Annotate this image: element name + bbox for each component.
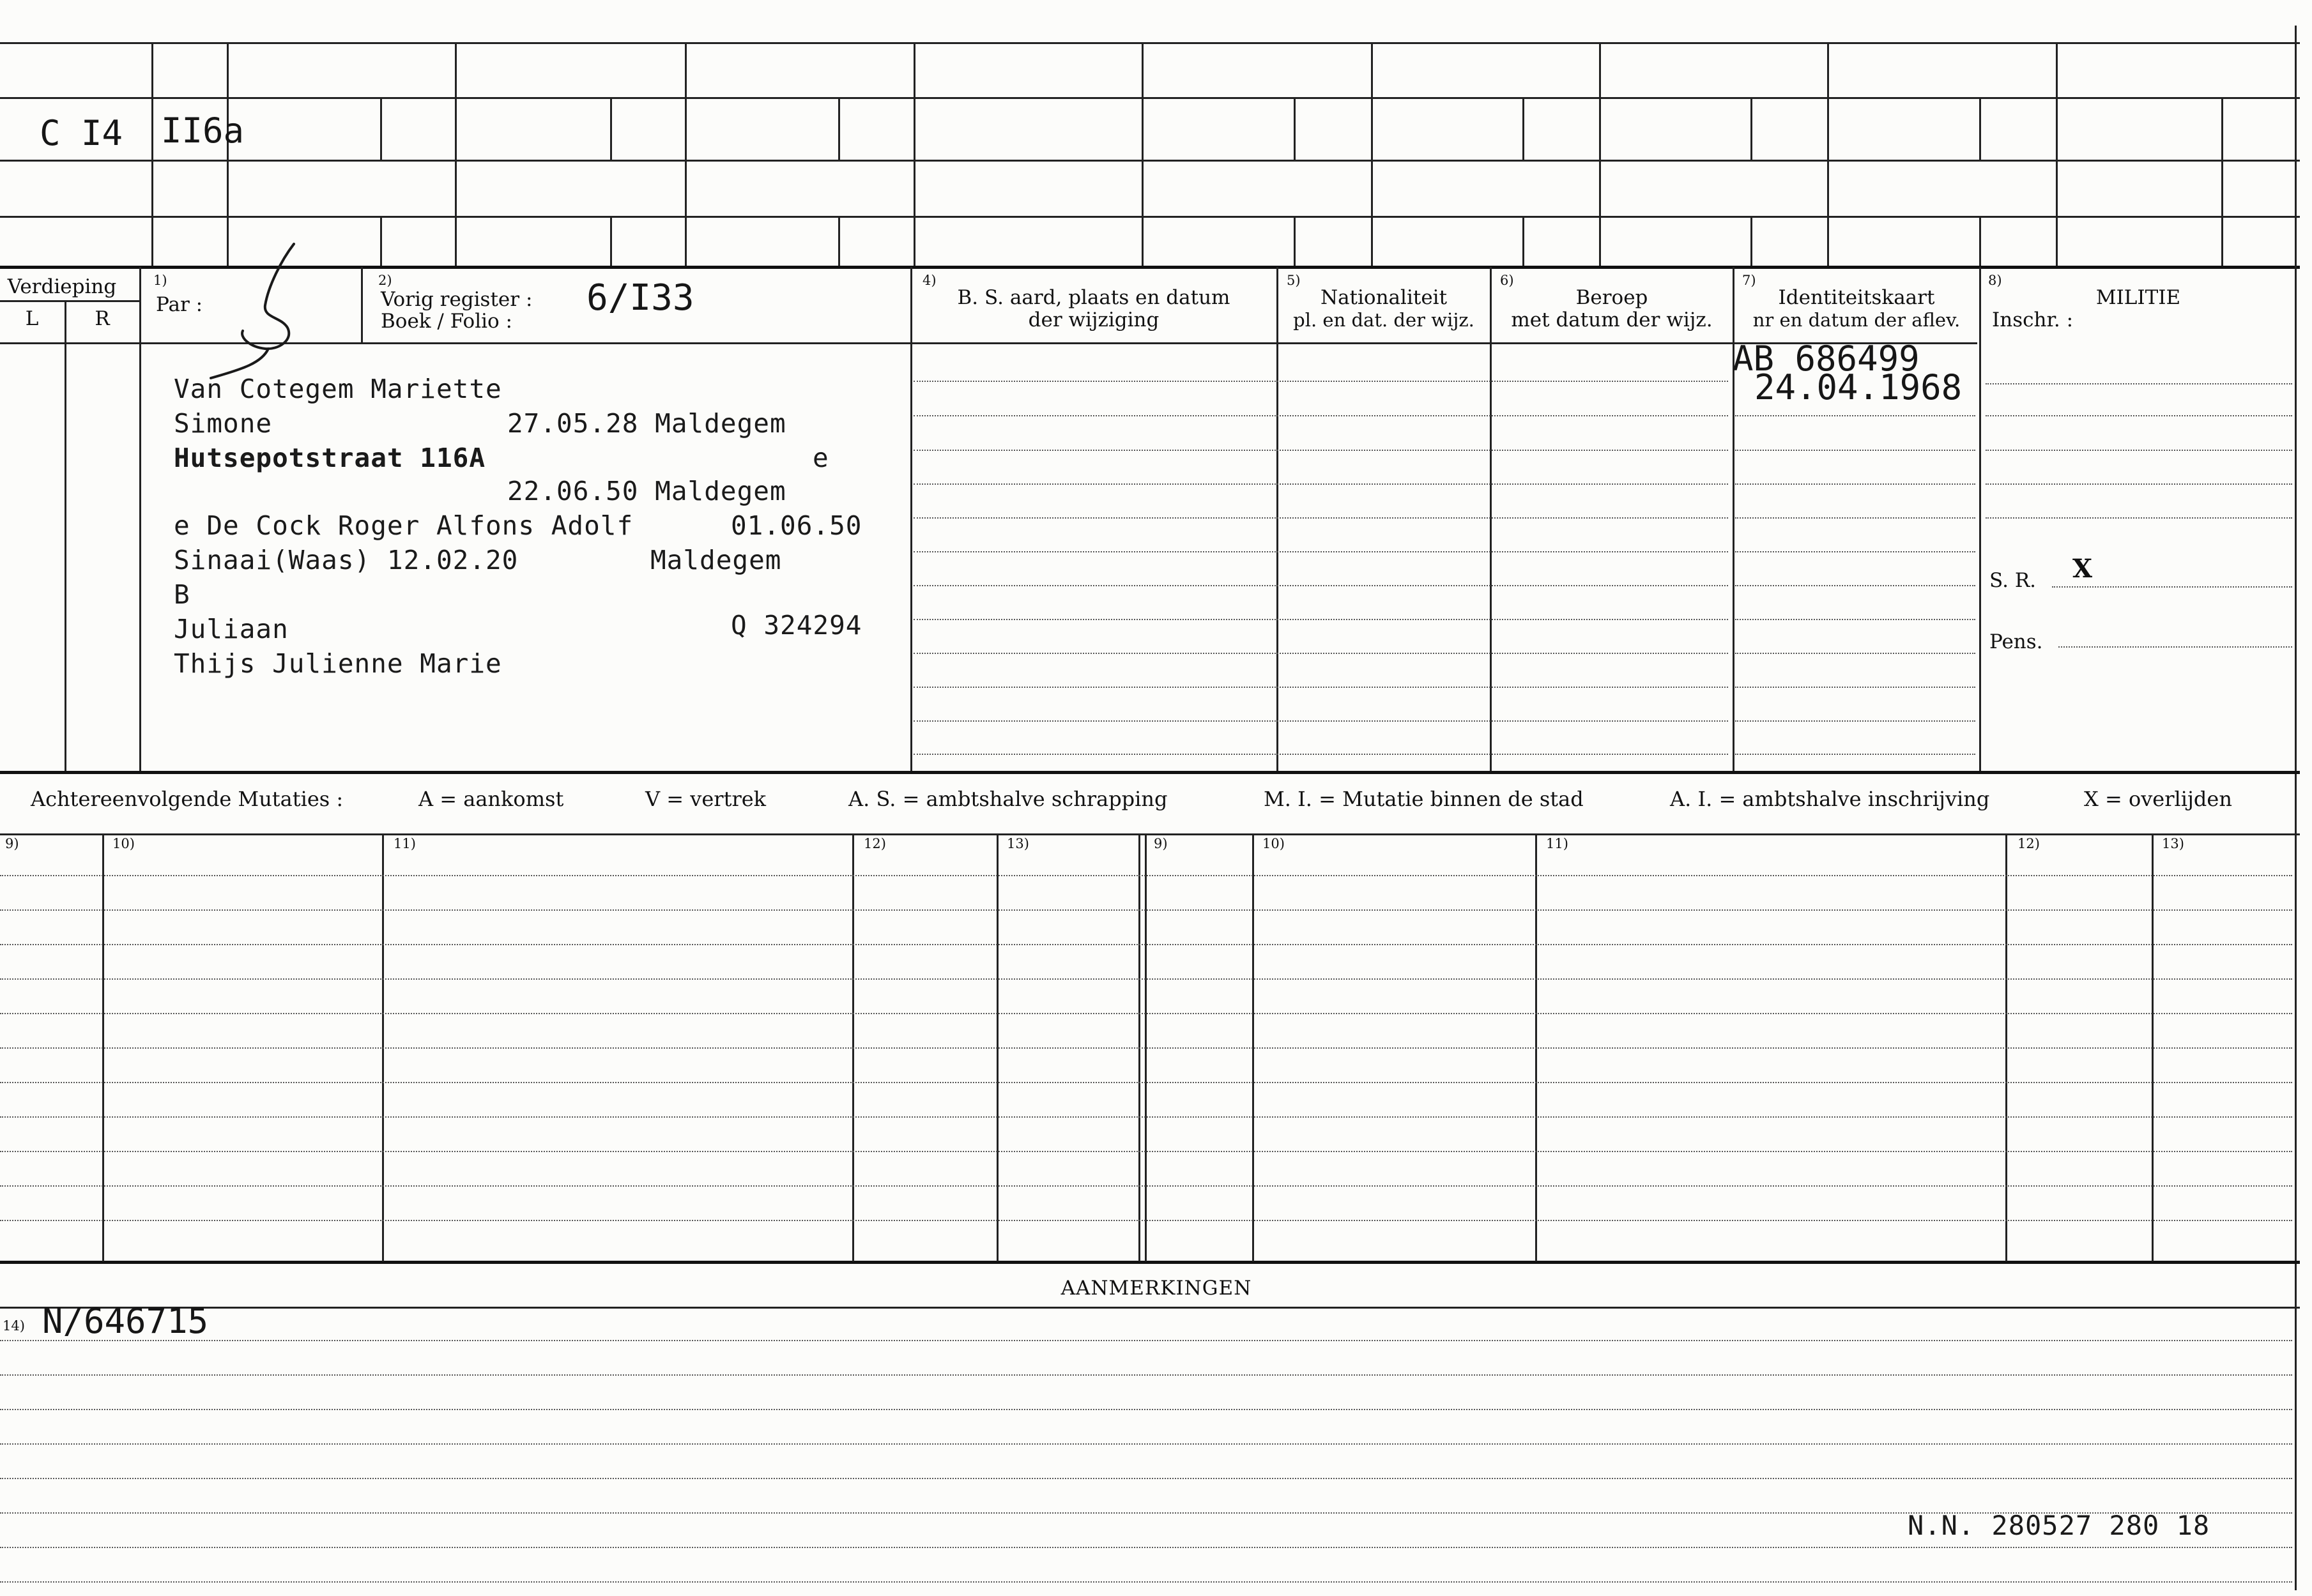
person-name: Van Cotegem Mariette xyxy=(174,374,502,404)
grid-line xyxy=(610,216,612,266)
spouse-marker-b: B xyxy=(174,579,190,610)
verdieping-r-header: R xyxy=(95,307,110,330)
spouse-code: Q 324294 xyxy=(731,610,862,641)
person-address: Hutsepotstraat 116A xyxy=(174,443,486,473)
dotted-line xyxy=(0,1220,2292,1221)
sr-label: S. R. xyxy=(1989,569,2037,592)
dotted-line xyxy=(1735,754,1975,755)
dotted-line xyxy=(1735,619,1975,620)
mutation-col-10b: 10) xyxy=(1262,836,1285,851)
mutation-col-13: 13) xyxy=(1007,836,1029,851)
spouse-name: e De Cock Roger Alfons Adolf xyxy=(174,510,634,541)
national-number: N.N. 280527 280 18 xyxy=(1908,1510,2210,1541)
spouse-birth: Sinaai(Waas) 12.02.20 xyxy=(174,545,519,575)
dotted-line xyxy=(1986,483,2292,485)
col-number-7: 7) xyxy=(1742,273,1756,288)
dotted-line xyxy=(0,1340,2292,1341)
nationaliteit-header-line1: Nationaliteit xyxy=(1320,286,1448,309)
legend-item: A. S. = ambtshalve schrapping xyxy=(848,787,1168,811)
legend-item: A. I. = ambtshalve inschrijving xyxy=(1670,787,1990,811)
beroep-header-line1: Beroep xyxy=(1575,286,1648,309)
dotted-line xyxy=(914,483,1728,485)
dotted-line xyxy=(0,1047,2292,1049)
vorig-register-value: 6/I33 xyxy=(586,277,694,319)
mutation-col-11b: 11) xyxy=(1546,836,1568,851)
dotted-line xyxy=(1735,720,1975,722)
identiteitskaart-header-line2: nr en datum der aflev. xyxy=(1752,309,1961,331)
grid-line xyxy=(910,267,912,771)
grid-line xyxy=(151,43,153,266)
vorig-register-label: Vorig register : xyxy=(381,288,533,311)
dotted-line xyxy=(0,1581,2292,1583)
militie-header: MILITIE xyxy=(2095,286,2181,309)
grid-line xyxy=(1599,43,1601,266)
dotted-line xyxy=(914,381,1728,382)
dotted-line xyxy=(0,909,2292,911)
bs-header-line1: B. S. aard, plaats en datum xyxy=(957,286,1230,309)
legend-title: Achtereenvolgende Mutaties : xyxy=(31,787,344,811)
legend-item: X = overlijden xyxy=(2084,787,2232,811)
dotted-line xyxy=(914,687,1728,688)
grid-line xyxy=(1522,216,1524,266)
id-card-date: 24.04.1968 xyxy=(1754,367,1963,407)
dotted-line xyxy=(1735,450,1975,451)
grid-line xyxy=(0,300,139,302)
dotted-line xyxy=(0,1013,2292,1014)
grid-line xyxy=(0,97,2300,99)
dotted-line xyxy=(0,1082,2292,1083)
grid-line xyxy=(455,43,457,266)
dotted-line xyxy=(914,720,1728,722)
dotted-line xyxy=(0,978,2292,980)
legend-item: A = aankomst xyxy=(418,787,564,811)
dotted-line xyxy=(1986,450,2292,451)
dotted-line xyxy=(1986,517,2292,519)
id-card-number: AB 686499 xyxy=(1733,338,1920,379)
grid-line xyxy=(1490,267,1492,771)
grid-line xyxy=(1294,216,1296,266)
col-number-8: 8) xyxy=(1988,273,2002,288)
dotted-line xyxy=(914,415,1728,416)
dotted-line xyxy=(914,585,1728,586)
dotted-line xyxy=(914,450,1728,451)
house-number: II6a xyxy=(161,110,245,151)
grid-line xyxy=(1276,267,1278,771)
wijk-code: C I4 xyxy=(40,113,123,153)
grid-line xyxy=(361,267,363,342)
legend-item: M. I. = Mutatie binnen de stad xyxy=(1264,787,1584,811)
spouse-father: Juliaan xyxy=(174,614,289,644)
identiteitskaart-header-line1: Identiteitskaart xyxy=(1778,286,1935,309)
grid-line xyxy=(65,300,66,771)
col-number-14: 14) xyxy=(3,1318,25,1334)
remarks-value: N/646715 xyxy=(42,1301,209,1341)
person-residence-date: 22.06.50 Maldegem xyxy=(507,476,786,506)
dotted-line xyxy=(0,875,2292,876)
person-marker-e: e xyxy=(813,443,829,473)
dotted-line xyxy=(914,619,1728,620)
grid-line xyxy=(0,342,910,344)
grid-line xyxy=(1979,97,1981,160)
dotted-line xyxy=(0,1409,2292,1410)
grid-line xyxy=(0,266,2300,269)
dotted-line xyxy=(1735,653,1975,654)
right-edge xyxy=(2295,26,2297,1590)
grid-line xyxy=(380,97,382,160)
grid-line xyxy=(1522,97,1524,160)
verdieping-header: Verdieping xyxy=(7,275,117,298)
col-number-2: 2) xyxy=(378,273,392,288)
dotted-line xyxy=(1735,517,1975,519)
dotted-line xyxy=(0,1185,2292,1187)
dotted-line xyxy=(1735,585,1975,586)
sr-value: X xyxy=(2072,554,2093,584)
inschr-label: Inschr. : xyxy=(1992,308,2074,331)
mutation-col-12b: 12) xyxy=(2017,836,2040,851)
grid-line xyxy=(1750,216,1752,266)
bs-header-line2: der wijziging xyxy=(1028,308,1160,331)
dotted-line xyxy=(1735,687,1975,688)
grid-line xyxy=(1142,43,1144,266)
remarks-title: AANMERKINGEN xyxy=(1060,1277,1252,1300)
dotted-line xyxy=(0,1478,2292,1479)
mutation-col-12: 12) xyxy=(864,836,886,851)
pens-field-line xyxy=(2058,646,2292,648)
grid-line xyxy=(1294,97,1296,160)
col-number-1: 1) xyxy=(153,273,167,288)
grid-line xyxy=(1750,97,1752,160)
legend-item: V = vertrek xyxy=(645,787,767,811)
mutation-col-9b: 9) xyxy=(1154,836,1168,851)
par-signature xyxy=(204,241,313,388)
par-label: Par : xyxy=(156,293,203,316)
mutation-col-11: 11) xyxy=(394,836,416,851)
grid-line xyxy=(2056,43,2058,266)
dotted-line xyxy=(0,1443,2292,1445)
grid-line xyxy=(0,160,2300,162)
dotted-line xyxy=(1735,483,1975,485)
grid-line xyxy=(0,833,2300,835)
dotted-line xyxy=(0,944,2292,945)
dotted-line xyxy=(1986,415,2292,416)
grid-line xyxy=(227,43,229,266)
dotted-line xyxy=(914,754,1728,755)
dotted-line xyxy=(1986,383,2292,384)
spouse-mother: Thijs Julienne Marie xyxy=(174,648,502,679)
top-border xyxy=(0,42,2300,44)
grid-line xyxy=(0,771,2300,774)
beroep-header-line2: met datum der wijz. xyxy=(1511,308,1713,331)
sr-field-line xyxy=(2052,586,2292,588)
mutation-col-13b: 13) xyxy=(2162,836,2184,851)
nationaliteit-header-line2: pl. en dat. der wijz. xyxy=(1293,309,1474,331)
dotted-line xyxy=(0,1374,2292,1376)
dotted-line xyxy=(1735,415,1975,416)
mutation-col-10: 10) xyxy=(112,836,135,851)
dotted-line xyxy=(914,551,1728,552)
grid-line xyxy=(914,43,915,266)
grid-line xyxy=(1979,216,1981,266)
boek-folio-label: Boek / Folio : xyxy=(381,310,512,333)
grid-line xyxy=(139,267,141,771)
grid-line xyxy=(0,216,2300,218)
grid-line xyxy=(1827,43,1829,266)
dotted-line xyxy=(0,1116,2292,1118)
grid-line xyxy=(1371,43,1373,266)
grid-line xyxy=(838,97,840,160)
dotted-line xyxy=(0,1151,2292,1152)
dotted-line xyxy=(0,1547,2292,1548)
grid-line xyxy=(838,216,840,266)
grid-line xyxy=(1979,267,1981,771)
dotted-line xyxy=(914,653,1728,654)
col-number-5: 5) xyxy=(1287,273,1301,288)
col-number-6: 6) xyxy=(1500,273,1514,288)
dotted-line xyxy=(914,517,1728,519)
mutation-col-9: 9) xyxy=(5,836,19,851)
spouse-place: Maldegem xyxy=(650,545,782,575)
grid-line xyxy=(2221,97,2223,266)
dotted-line xyxy=(1735,551,1975,552)
grid-line xyxy=(610,97,612,160)
pens-label: Pens. xyxy=(1989,630,2043,653)
grid-line xyxy=(380,216,382,266)
grid-line xyxy=(0,1261,2300,1264)
col-number-4: 4) xyxy=(923,273,937,288)
verdieping-l-header: L xyxy=(25,307,39,330)
person-birth: 27.05.28 Maldegem xyxy=(507,408,786,439)
grid-line xyxy=(0,1307,2300,1309)
grid-line xyxy=(685,43,687,266)
person-first-name: Simone xyxy=(174,408,273,439)
marriage-date: 01.06.50 xyxy=(731,510,862,541)
